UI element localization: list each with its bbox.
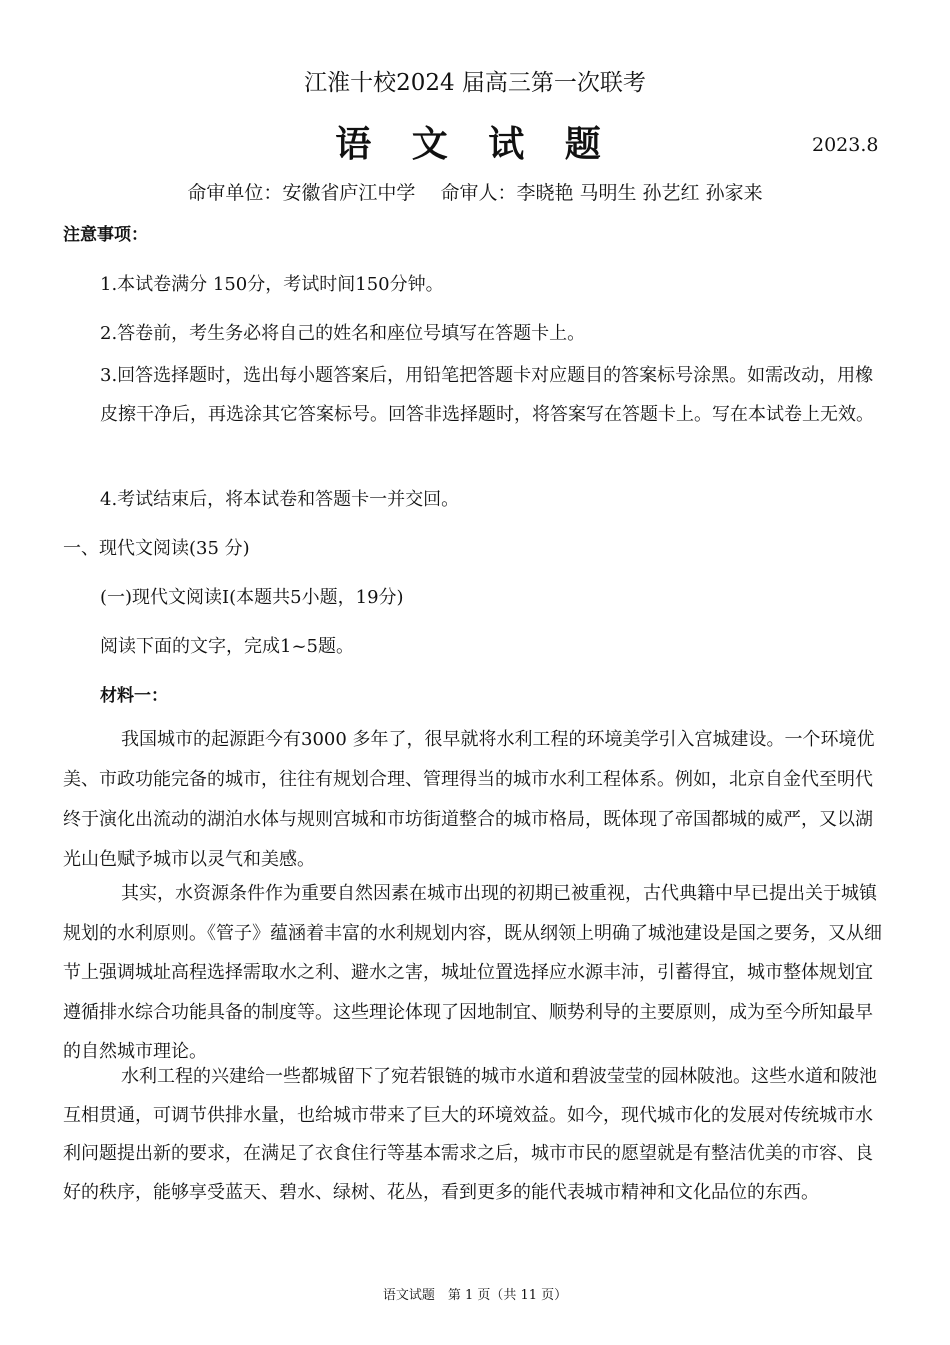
notice-title: 注意事项： bbox=[63, 225, 148, 245]
exam-date: 2023.8 bbox=[812, 134, 879, 156]
material-paragraph-2: 其实，水资源条件作为重要自然因素在城市出现的初期已被重视，古代典籍中早已提出关于城镇规划的水利原则。《管子》蕴涵着丰富的水利规划内容，既从纲领上明确了城池建设是国之要务，又从细节上强调城址高程选择需取水之利、避水之害，城址位置选择应水源丰沛，引蓄得宜，城市整体规划宜遵循排水综合功能具备的制度等。这些理论体现了因地制宜、顺势利导的主要原则，成为至今所知最早的自然城市理论。 bbox=[63, 883, 882, 1062]
notice-item-1: 1.本试卷满分 150分，考试时间150分钟。 bbox=[100, 274, 444, 295]
notice-item-3: 3.回答选择题时，选出每小题答案后，用铅笔把答题卡对应题目的答案标号涂黑。如需改动，用橡皮擦干净后，再选涂其它答案标号。回答非选择题时，将答案写在答题卡上。写在本试卷上无效。 bbox=[100, 365, 874, 425]
authors-line: 命审单位：安徽省庐江中学 命审人：李晓艳 马明生 孙艺红 孙家来 bbox=[187, 182, 763, 204]
material-title: 材料一： bbox=[100, 686, 168, 706]
notice-item-2: 2.答卷前，考生务必将自己的姓名和座位号填写在答题卡上。 bbox=[100, 323, 586, 344]
section-instruction: 阅读下面的文字，完成1~5题。 bbox=[100, 636, 354, 657]
subject-title: 语 文 试 题 bbox=[335, 123, 615, 165]
notice-item-4: 4.考试结束后，将本试卷和答题卡一并交回。 bbox=[100, 489, 460, 510]
material-paragraph-1: 我国城市的起源距今有3000 多年了，很早就将水利工程的环境美学引入宫城建设。一个环境优美、市政功能完备的城市，往往有规划合理、管理得当的城市水利工程体系。例如，北京自金代至明代终于演化出流动的湖泊水体与规则宫城和市坊街道整合的城市格局，既体现了帝国都城的威严，又以湖光山色赋予城市以灵气和美感。 bbox=[63, 729, 875, 870]
section-subtitle: (一)现代文阅读Ⅰ(本题共5小题，19分) bbox=[100, 587, 404, 608]
section-title: 一、现代文阅读(35 分) bbox=[63, 538, 250, 559]
material-paragraph-3: 水利工程的兴建给一些都城留下了宛若银链的城市水道和碧波莹莹的园林陂池。这些水道和陂池互相贯通，可调节供排水量，也给城市带来了巨大的环境效益。如今，现代城市化的发展对传统城市水利问题提出新的要求，在满足了衣食住行等基本需求之后，城市市民的愿望就是有整洁优美的市容、良好的秩序，能够享受蓝天、碧水、绿树、花丛，看到更多的能代表城市精神和文化品位的东西。 bbox=[63, 1066, 877, 1203]
exam-title: 江淮十校2024 届高三第一次联考 bbox=[304, 70, 646, 96]
page-footer: 语文试题 第 1 页（共 11 页） bbox=[382, 1288, 568, 1303]
